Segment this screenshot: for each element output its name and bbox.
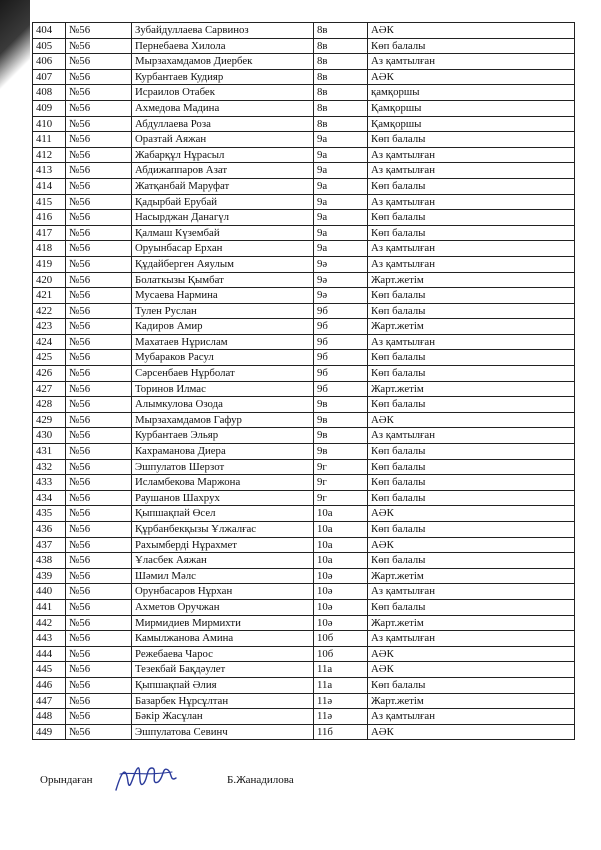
table-row <box>33 350 575 366</box>
status-category: АӘК <box>368 506 575 522</box>
row-number: 406 <box>33 54 66 70</box>
school-number: №56 <box>66 677 132 693</box>
row-number: 418 <box>33 241 66 257</box>
student-name: Режебаева Чарос <box>132 646 314 662</box>
school-number: №56 <box>66 178 132 194</box>
school-number: №56 <box>66 319 132 335</box>
school-number: №56 <box>66 693 132 709</box>
class-grade: 11а <box>314 662 368 678</box>
student-name: Эшпулатов Шерзот <box>132 459 314 475</box>
class-grade: 9б <box>314 319 368 335</box>
table-row <box>33 132 575 148</box>
status-category: Көп балалы <box>368 350 575 366</box>
row-number: 443 <box>33 631 66 647</box>
school-number: №56 <box>66 646 132 662</box>
row-number: 433 <box>33 475 66 491</box>
row-number: 405 <box>33 38 66 54</box>
student-name: Болаткызы Қымбат <box>132 272 314 288</box>
student-name: Құрбанбекқызы Ұлжалғас <box>132 522 314 538</box>
table-row <box>33 568 575 584</box>
status-category: АӘК <box>368 23 575 39</box>
student-name: Бәкір Жасұлан <box>132 709 314 725</box>
table-row <box>33 724 575 740</box>
status-category: Жарт.жетім <box>368 693 575 709</box>
row-number: 415 <box>33 194 66 210</box>
table-row <box>33 522 575 538</box>
performed-by-label: Орындаған <box>40 774 93 786</box>
student-name: Абдуллаева Роза <box>132 116 314 132</box>
table-row <box>33 319 575 335</box>
status-category: Көп балалы <box>368 553 575 569</box>
table-row <box>33 100 575 116</box>
school-number: №56 <box>66 584 132 600</box>
student-name: Базарбек Нұрсұлтан <box>132 693 314 709</box>
student-name: Курбантаев Кудияр <box>132 69 314 85</box>
student-list-table <box>32 22 575 740</box>
school-number: №56 <box>66 537 132 553</box>
status-category: Көп балалы <box>368 444 575 460</box>
status-category: Жарт.жетім <box>368 568 575 584</box>
table-row <box>33 85 575 101</box>
school-number: №56 <box>66 428 132 444</box>
status-category: АӘК <box>368 662 575 678</box>
student-name: Ұласбек Аяжан <box>132 553 314 569</box>
status-category: Аз қамтылған <box>368 256 575 272</box>
student-list-table-wrap <box>32 22 575 740</box>
class-grade: 9б <box>314 303 368 319</box>
class-grade: 10б <box>314 646 368 662</box>
table-row <box>33 428 575 444</box>
table-row <box>33 646 575 662</box>
school-number: №56 <box>66 662 132 678</box>
class-grade: 9в <box>314 397 368 413</box>
status-category: Көп балалы <box>368 225 575 241</box>
status-category: Аз қамтылған <box>368 709 575 725</box>
row-number: 419 <box>33 256 66 272</box>
class-grade: 8в <box>314 85 368 101</box>
row-number: 427 <box>33 381 66 397</box>
school-number: №56 <box>66 506 132 522</box>
table-row <box>33 54 575 70</box>
table-row <box>33 288 575 304</box>
class-grade: 9б <box>314 381 368 397</box>
status-category: қамқоршы <box>368 85 575 101</box>
status-category: Көп балалы <box>368 397 575 413</box>
row-number: 407 <box>33 69 66 85</box>
school-number: №56 <box>66 241 132 257</box>
school-number: №56 <box>66 116 132 132</box>
table-row <box>33 662 575 678</box>
status-category: Көп балалы <box>368 366 575 382</box>
student-name: Мусаева Нармина <box>132 288 314 304</box>
class-grade: 8в <box>314 69 368 85</box>
class-grade: 9а <box>314 210 368 226</box>
class-grade: 9г <box>314 475 368 491</box>
student-name: Исламбекова Маржона <box>132 475 314 491</box>
student-name: Махатаев Нұрислам <box>132 334 314 350</box>
student-name: Зубайдуллаева Сарвиноз <box>132 23 314 39</box>
row-number: 425 <box>33 350 66 366</box>
table-row <box>33 116 575 132</box>
status-category: АӘК <box>368 724 575 740</box>
row-number: 422 <box>33 303 66 319</box>
table-row <box>33 194 575 210</box>
school-number: №56 <box>66 147 132 163</box>
table-row <box>33 241 575 257</box>
school-number: №56 <box>66 490 132 506</box>
table-row <box>33 459 575 475</box>
class-grade: 11а <box>314 677 368 693</box>
status-category: Көп балалы <box>368 210 575 226</box>
class-grade: 10ә <box>314 599 368 615</box>
table-row <box>33 256 575 272</box>
class-grade: 9а <box>314 225 368 241</box>
class-grade: 10ә <box>314 584 368 600</box>
table-row <box>33 38 575 54</box>
school-number: №56 <box>66 334 132 350</box>
row-number: 404 <box>33 23 66 39</box>
status-category: АӘК <box>368 646 575 662</box>
row-number: 446 <box>33 677 66 693</box>
row-number: 409 <box>33 100 66 116</box>
school-number: №56 <box>66 709 132 725</box>
class-grade: 11ә <box>314 709 368 725</box>
school-number: №56 <box>66 210 132 226</box>
row-number: 434 <box>33 490 66 506</box>
table-row <box>33 178 575 194</box>
class-grade: 10а <box>314 522 368 538</box>
row-number: 439 <box>33 568 66 584</box>
status-category: АӘК <box>368 412 575 428</box>
class-grade: 9б <box>314 334 368 350</box>
student-name: Мубараков Расул <box>132 350 314 366</box>
class-grade: 10а <box>314 553 368 569</box>
status-category: АӘК <box>368 69 575 85</box>
row-number: 408 <box>33 85 66 101</box>
class-grade: 11ә <box>314 693 368 709</box>
row-number: 437 <box>33 537 66 553</box>
student-name: Қыпшақпай Әлия <box>132 677 314 693</box>
row-number: 416 <box>33 210 66 226</box>
footer <box>40 770 560 800</box>
table-row <box>33 366 575 382</box>
table-row <box>33 210 575 226</box>
class-grade: 10ә <box>314 568 368 584</box>
table-row <box>33 537 575 553</box>
class-grade: 10б <box>314 631 368 647</box>
school-number: №56 <box>66 522 132 538</box>
student-name: Пернебаева Хилола <box>132 38 314 54</box>
class-grade: 9а <box>314 194 368 210</box>
row-number: 431 <box>33 444 66 460</box>
status-category: Аз қамтылған <box>368 54 575 70</box>
class-grade: 10ә <box>314 615 368 631</box>
school-number: №56 <box>66 288 132 304</box>
school-number: №56 <box>66 69 132 85</box>
class-grade: 10а <box>314 506 368 522</box>
school-number: №56 <box>66 85 132 101</box>
school-number: №56 <box>66 272 132 288</box>
row-number: 428 <box>33 397 66 413</box>
table-row <box>33 584 575 600</box>
school-number: №56 <box>66 100 132 116</box>
status-category: Көп балалы <box>368 475 575 491</box>
table-row <box>33 444 575 460</box>
student-name: Мырзахамдамов Диербек <box>132 54 314 70</box>
school-number: №56 <box>66 366 132 382</box>
scan-corner-shadow <box>0 0 30 90</box>
student-name: Мырзахамдамов Гафур <box>132 412 314 428</box>
row-number: 432 <box>33 459 66 475</box>
row-number: 413 <box>33 163 66 179</box>
row-number: 424 <box>33 334 66 350</box>
row-number: 444 <box>33 646 66 662</box>
status-category: АӘК <box>368 537 575 553</box>
row-number: 414 <box>33 178 66 194</box>
status-category: Көп балалы <box>368 459 575 475</box>
table-row <box>33 693 575 709</box>
status-category: Аз қамтылған <box>368 584 575 600</box>
school-number: №56 <box>66 194 132 210</box>
school-number: №56 <box>66 132 132 148</box>
table-row <box>33 677 575 693</box>
status-category: Көп балалы <box>368 522 575 538</box>
school-number: №56 <box>66 54 132 70</box>
school-number: №56 <box>66 599 132 615</box>
student-name: Курбантаев Эльяр <box>132 428 314 444</box>
student-name: Кадиров Амир <box>132 319 314 335</box>
table-row <box>33 506 575 522</box>
class-grade: 8в <box>314 23 368 39</box>
row-number: 438 <box>33 553 66 569</box>
status-category: Көп балалы <box>368 599 575 615</box>
class-grade: 9а <box>314 132 368 148</box>
student-name: Абдижаппаров Азат <box>132 163 314 179</box>
class-grade: 9ә <box>314 272 368 288</box>
school-number: №56 <box>66 459 132 475</box>
class-grade: 9в <box>314 428 368 444</box>
class-grade: 9б <box>314 350 368 366</box>
school-number: №56 <box>66 568 132 584</box>
status-category: Аз қамтылған <box>368 241 575 257</box>
row-number: 411 <box>33 132 66 148</box>
table-row <box>33 490 575 506</box>
student-name: Құдайберген Аяулым <box>132 256 314 272</box>
row-number: 423 <box>33 319 66 335</box>
table-row <box>33 163 575 179</box>
status-category: Аз қамтылған <box>368 194 575 210</box>
signer-name: Б.Жанадилова <box>227 774 294 786</box>
class-grade: 8в <box>314 38 368 54</box>
student-name: Исраилов Отабек <box>132 85 314 101</box>
school-number: №56 <box>66 553 132 569</box>
row-number: 410 <box>33 116 66 132</box>
row-number: 436 <box>33 522 66 538</box>
student-name: Ахметов Оручжан <box>132 599 314 615</box>
student-list-body <box>33 23 575 740</box>
row-number: 420 <box>33 272 66 288</box>
table-row <box>33 303 575 319</box>
school-number: №56 <box>66 163 132 179</box>
student-name: Кахраманова Диера <box>132 444 314 460</box>
student-name: Мирмидиев Мирмихти <box>132 615 314 631</box>
table-row <box>33 553 575 569</box>
student-name: Жатқанбай Маруфат <box>132 178 314 194</box>
student-name: Алымкулова Озода <box>132 397 314 413</box>
table-row <box>33 475 575 491</box>
status-category: Аз қамтылған <box>368 334 575 350</box>
student-name: Рахымберді Нұрахмет <box>132 537 314 553</box>
status-category: Аз қамтылған <box>368 147 575 163</box>
table-row <box>33 225 575 241</box>
table-row <box>33 397 575 413</box>
school-number: №56 <box>66 23 132 39</box>
status-category: Аз қамтылған <box>368 428 575 444</box>
student-name: Оруынбасар Ерхан <box>132 241 314 257</box>
class-grade: 8в <box>314 54 368 70</box>
row-number: 417 <box>33 225 66 241</box>
status-category: Аз қамтылған <box>368 163 575 179</box>
student-name: Шәмил Мәлс <box>132 568 314 584</box>
class-grade: 9в <box>314 444 368 460</box>
row-number: 440 <box>33 584 66 600</box>
status-category: Жарт.жетім <box>368 615 575 631</box>
status-category: Көп балалы <box>368 132 575 148</box>
table-row <box>33 334 575 350</box>
table-row <box>33 272 575 288</box>
row-number: 448 <box>33 709 66 725</box>
school-number: №56 <box>66 724 132 740</box>
student-name: Тезекбай Бақдәулет <box>132 662 314 678</box>
status-category: Көп балалы <box>368 303 575 319</box>
class-grade: 9б <box>314 366 368 382</box>
student-name: Тулен Руслан <box>132 303 314 319</box>
student-name: Ахмедова Мадина <box>132 100 314 116</box>
student-name: Орунбасаров Нұрхан <box>132 584 314 600</box>
row-number: 447 <box>33 693 66 709</box>
student-name: Сәрсенбаев Нұрболат <box>132 366 314 382</box>
status-category: Жарт.жетім <box>368 319 575 335</box>
class-grade: 9а <box>314 241 368 257</box>
row-number: 421 <box>33 288 66 304</box>
student-name: Камылжанова Амина <box>132 631 314 647</box>
status-category: Жарт.жетім <box>368 381 575 397</box>
row-number: 412 <box>33 147 66 163</box>
class-grade: 9а <box>314 147 368 163</box>
row-number: 445 <box>33 662 66 678</box>
row-number: 449 <box>33 724 66 740</box>
class-grade: 9ә <box>314 288 368 304</box>
status-category: Көп балалы <box>368 178 575 194</box>
table-row <box>33 631 575 647</box>
school-number: №56 <box>66 381 132 397</box>
row-number: 426 <box>33 366 66 382</box>
student-name: Жабарқұл Нұрасыл <box>132 147 314 163</box>
class-grade: 9г <box>314 459 368 475</box>
table-row <box>33 147 575 163</box>
student-name: Насырджан Данагүл <box>132 210 314 226</box>
status-category: Аз қамтылған <box>368 631 575 647</box>
class-grade: 11б <box>314 724 368 740</box>
status-category: Көп балалы <box>368 38 575 54</box>
school-number: №56 <box>66 475 132 491</box>
student-name: Қыпшақпай Өсел <box>132 506 314 522</box>
class-grade: 9а <box>314 163 368 179</box>
class-grade: 9а <box>314 178 368 194</box>
school-number: №56 <box>66 615 132 631</box>
table-row <box>33 709 575 725</box>
row-number: 441 <box>33 599 66 615</box>
student-name: Оразтай Аяжан <box>132 132 314 148</box>
status-category: Қамқоршы <box>368 116 575 132</box>
row-number: 442 <box>33 615 66 631</box>
student-name: Эшпулатова Севинч <box>132 724 314 740</box>
status-category: Көп балалы <box>368 677 575 693</box>
table-row <box>33 599 575 615</box>
student-name: Қалмаш Күзембай <box>132 225 314 241</box>
student-name: Раушанов Шахрух <box>132 490 314 506</box>
handwritten-signature <box>112 760 182 798</box>
school-number: №56 <box>66 303 132 319</box>
class-grade: 9в <box>314 412 368 428</box>
school-number: №56 <box>66 225 132 241</box>
student-name: Торинов Илмас <box>132 381 314 397</box>
row-number: 430 <box>33 428 66 444</box>
school-number: №56 <box>66 38 132 54</box>
class-grade: 8в <box>314 100 368 116</box>
table-row <box>33 615 575 631</box>
row-number: 435 <box>33 506 66 522</box>
class-grade: 10а <box>314 537 368 553</box>
student-name: Қадырбай Ерубай <box>132 194 314 210</box>
table-row <box>33 23 575 39</box>
school-number: №56 <box>66 256 132 272</box>
school-number: №56 <box>66 631 132 647</box>
school-number: №56 <box>66 444 132 460</box>
status-category: Көп балалы <box>368 490 575 506</box>
status-category: Қамқоршы <box>368 100 575 116</box>
class-grade: 8в <box>314 116 368 132</box>
class-grade: 9г <box>314 490 368 506</box>
row-number: 429 <box>33 412 66 428</box>
status-category: Көп балалы <box>368 288 575 304</box>
school-number: №56 <box>66 412 132 428</box>
status-category: Жарт.жетім <box>368 272 575 288</box>
school-number: №56 <box>66 397 132 413</box>
table-row <box>33 381 575 397</box>
school-number: №56 <box>66 350 132 366</box>
class-grade: 9ә <box>314 256 368 272</box>
table-row <box>33 69 575 85</box>
table-row <box>33 412 575 428</box>
